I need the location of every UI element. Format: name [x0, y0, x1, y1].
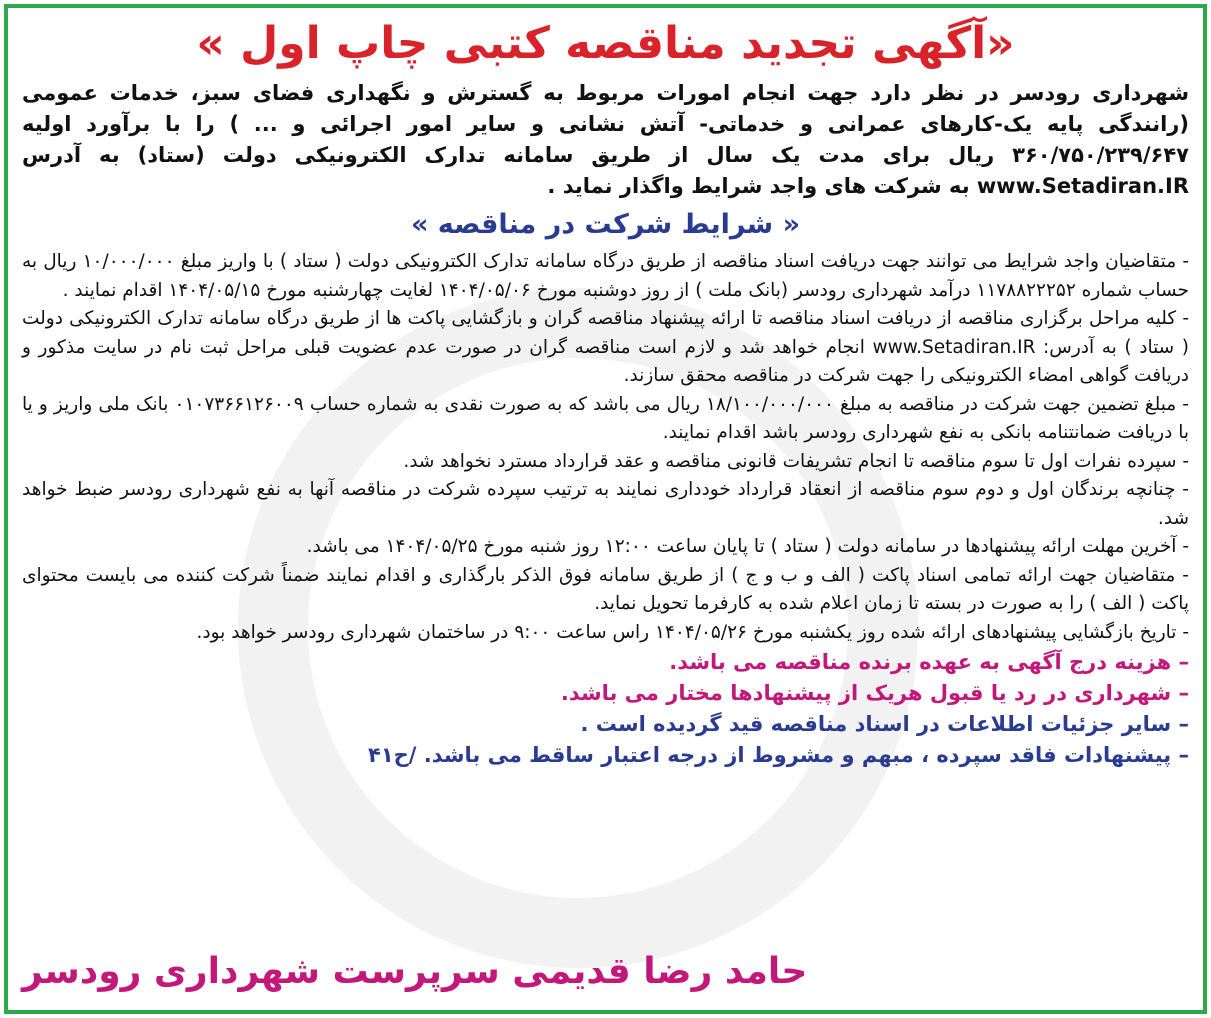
signature: حامد رضا قدیمی سرپرست شهرداری رودسر	[22, 951, 808, 992]
note-municipality-right: – شهرداری در رد یا قبول هریک از پیشنهادها مختار می باشد.	[560, 681, 1189, 705]
notice-frame	[4, 4, 1207, 1014]
condition-item: - متقاضیان واجد شرایط می توانند جهت دریافت اسناد مناقصه از طریق درگاه سامانه تدارک الکترونیکی دولت ( ستاد ) با واریز مبلغ ۱۰/۰۰۰/۰۰۰ ریال به حساب شماره ۱۱۷۸۸۲۲۲۵۲ درآمد شهرداری رودسر (بانک ملت ) از روز دوشنبه مورخ ۱۴۰۴/۰۵/۰۶ لغایت چهارشنبه مورخ ۱۴۰۴/۰۵/۱۵ اقدام نمایند .	[22, 251, 1190, 301]
conditions-heading: « شرایط شرکت در مناقصه »	[410, 209, 801, 240]
condition-item: - تاریخ بازگشایی پیشنهادهای ارائه شده روز یکشنبه مورخ ۱۴۰۴/۰۵/۲۶ راس ساعت ۹:۰۰ در ساختمان شهرداری رودسر خواهد بود.	[196, 621, 1189, 643]
note-invalid-bids: – پیشنهادات فاقد سپرده ، مبهم و مشروط از درجه اعتبار ساقط می باشد. /ح۴۱	[368, 743, 1189, 767]
condition-item: - مبلغ تضمین جهت شرکت در مناقصه به مبلغ ۱۸/۱۰۰/۰۰۰/۰۰۰ ریال می باشد که به صورت نقدی به شماره حساب ۰۱۰۷۳۶۶۱۲۶۰۰۹ بانک ملی واریز و یا با دریافت ضمانتنامه بانکی به نفع شهرداری رودسر باشد اقدام نمایند.	[22, 393, 1189, 443]
note-ad-cost: – هزینه درج آگهی به عهده برنده مناقصه می باشد.	[669, 650, 1189, 674]
condition-item: - چنانچه برندگان اول و دوم سوم مناقصه از انعقاد قرارداد خودداری نمایند به ترتیب سپرده شرکت در مناقصه آنها به نفع شهرداری رودسر ضبط خواهد شد.	[22, 479, 1189, 529]
condition-item: - متقاضیان جهت ارائه تمامی اسناد پاکت ( الف و ب و ج ) از طریق سامانه فوق الذکر بارگذاری و اقدام نمایند ضمناً شرکت کننده می بایست محتوای پاکت ( الف ) را به صورت در بسته تا زمان اعلام شده به کارفرما تحویل نماید.	[22, 564, 1189, 614]
notice-title: «آگهی تجدید مناقصه کتبی چاپ اول »	[196, 18, 1015, 69]
condition-item: - آخرین مهلت ارائه پیشنهادها در سامانه دولت ( ستاد ) تا پایان ساعت ۱۲:۰۰ روز شنبه مورخ ۱۴۰۴/۰۵/۲۵ می باشد.	[306, 536, 1189, 557]
notice-content	[22, 14, 1189, 1004]
note-details: – سایر جزئیات اطلاعات در اسناد مناقصه قید گردیده است .	[580, 712, 1189, 736]
condition-item: - سپرده نفرات اول تا سوم مناقصه تا انجام تشریفات قانونی مناقصه و عقد قرارداد مسترد نخواهد شد.	[403, 450, 1189, 472]
condition-item: - کلیه مراحل برگزاری مناقصه از دریافت اسناد مناقصه تا ارائه پیشنهاد مناقصه گران و بازگشایی پاکت ها از طریق درگاه سامانه تدارک الکترونیکی دولت ( ستاد ) به آدرس: www.Setadiran.IR انجام خواهد شد و لازم است مناقصه گران در صورت عدم عضویت قبلی مراحل ثبت نام در سایت مذکور و دریافت گواهی امضاء الکترونیکی را جهت شرکت در مناقصه محقق سازند.	[22, 308, 1189, 386]
intro-paragraph: شهرداری رودسر در نظر دارد جهت انجام امورات مربوط به گسترش و نگهداری فضای سبز، خدمات عمومی (رانندگی پایه یک-کارهای عمرانی و خدماتی- آتش نشانی و سایر امور اجرائی و ... ) را با برآورد اولیه ۳۶۰/۷۵۰/۲۳۹/۶۴۷ ریال برای مدت یک سال از طریق سامانه تدارک الکترونیکی دولت (ستاد) به آدرس www.Setadiran.IR به شرکت های واجد شرایط واگذار نماید .	[22, 81, 1189, 198]
